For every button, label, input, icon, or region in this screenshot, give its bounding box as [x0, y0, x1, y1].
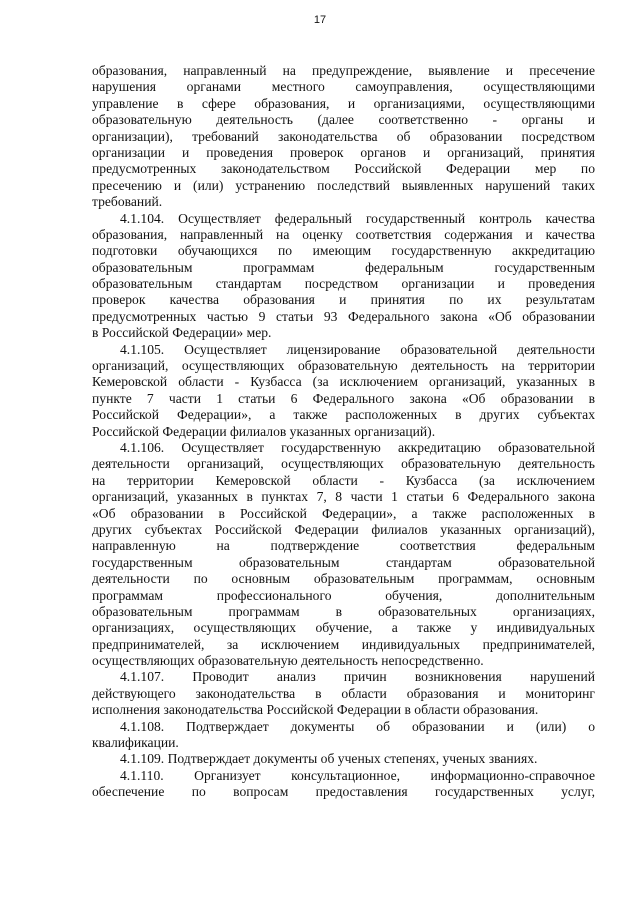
- text-line: образовательным стандартам посредством организации и проведения: [92, 276, 595, 292]
- text-line: образования, направленный на оценку соответствия содержания и качества: [92, 226, 595, 242]
- text-line: требований.: [92, 194, 163, 210]
- text-line: предпринимателей, за исключением индивидуальных предпринимателей,: [92, 636, 595, 652]
- text-line: образовательную деятельность (далее соответственно - органы и: [92, 112, 595, 128]
- text-line: 4.1.105. Осуществляет лицензирование образовательной деятельности: [120, 341, 595, 357]
- text-line: организации), требований законодательства об образовании посредством: [92, 128, 595, 144]
- text-line: деятельности организаций, осуществляющих образовательную деятельность: [92, 456, 595, 472]
- text-line: образовательным программам федеральным государственным: [92, 259, 595, 275]
- text-line: осуществляющих образовательную деятельность непосредственно.: [92, 653, 484, 669]
- text-line: предусмотренных законодательством Российской Федерации мер по: [92, 161, 595, 177]
- text-line: организациях, осуществляющих обучение, а также у индивидуальных: [92, 620, 595, 636]
- text-line: обеспечение по вопросам предоставления государственных услуг,: [92, 784, 595, 800]
- text-line: 4.1.106. Осуществляет государственную аккредитацию образовательной: [120, 439, 595, 455]
- text-line: пункте 7 части 1 статьи 6 Федерального закона «Об образовании в: [92, 390, 595, 406]
- text-line: пресечению и (или) устранению последствий выявленных нарушений таких: [92, 177, 595, 193]
- text-line: на территории Кемеровской области - Кузбасса (за исключением: [92, 472, 595, 488]
- text-line: образования, направленный на предупреждение, выявление и пресечение: [92, 63, 595, 78]
- text-line: 4.1.109. Подтверждает документы об ученых степенях, ученых званиях.: [120, 751, 538, 767]
- text-line: 4.1.108. Подтверждает документы об образовании и (или) о: [120, 718, 595, 734]
- text-line: нарушения органами местного самоуправления, осуществляющими: [92, 79, 595, 95]
- text-line: 4.1.107. Проводит анализ причин возникновения нарушений: [120, 669, 595, 685]
- text-line: деятельности по основным образовательным программам, основным: [92, 571, 595, 587]
- text-line: программам профессионального обучения, дополнительным: [92, 587, 595, 603]
- text-line: Кемеровской области - Кузбасса (за исключением организаций, указанных в: [92, 374, 595, 390]
- text-line: квалификации.: [92, 735, 179, 751]
- text-line: 4.1.104. Осуществляет федеральный государственный контроль качества: [120, 210, 595, 226]
- text-line: Российской Федерации», а также расположенных в других субъектах: [92, 407, 595, 423]
- text-line: других субъектах Российской Федерации филиалов указанных организаций),: [92, 521, 595, 537]
- document-body: [92, 63, 595, 801]
- text-line: «Об образовании в Российской Федерации», а также расположенных в: [92, 505, 595, 521]
- text-line: управление в сфере образования, и организациями, осуществляющими: [92, 95, 595, 111]
- text-line: образовательным программам в образовательных организациях,: [92, 603, 595, 619]
- text-line: Российской Федерации филиалов указанных организаций).: [92, 423, 436, 439]
- text-line: действующего законодательства в области образования и мониторинг: [92, 685, 595, 701]
- text-line: 4.1.110. Организует консультационное, информационно-справочное: [120, 767, 595, 783]
- text-line: государственным образовательным стандартам образовательной: [92, 554, 595, 570]
- text-line: направленную на подтверждение соответствия федеральным: [92, 538, 595, 554]
- text-line: проверок качества образования и принятия по их результатам: [92, 292, 595, 308]
- text-line: исполнения законодательства Российской Федерации в области образования.: [92, 702, 539, 718]
- text-line: организаций, осуществляющих образовательную деятельность на территории: [92, 358, 595, 374]
- text-line: организаций, указанных в пунктах 7, 8 части 1 статьи 6 Федерального закона: [92, 489, 595, 505]
- page-number: 17: [313, 14, 327, 26]
- text-line: в Российской Федерации» мер.: [92, 325, 272, 341]
- text-line: предусмотренных частью 9 статьи 93 Федерального закона «Об образовании: [92, 308, 595, 324]
- text-line: подготовки обучающихся по имеющим государственную аккредитацию: [92, 243, 595, 259]
- text-line: организации и проведения проверок органов и организаций, принятия: [92, 144, 595, 160]
